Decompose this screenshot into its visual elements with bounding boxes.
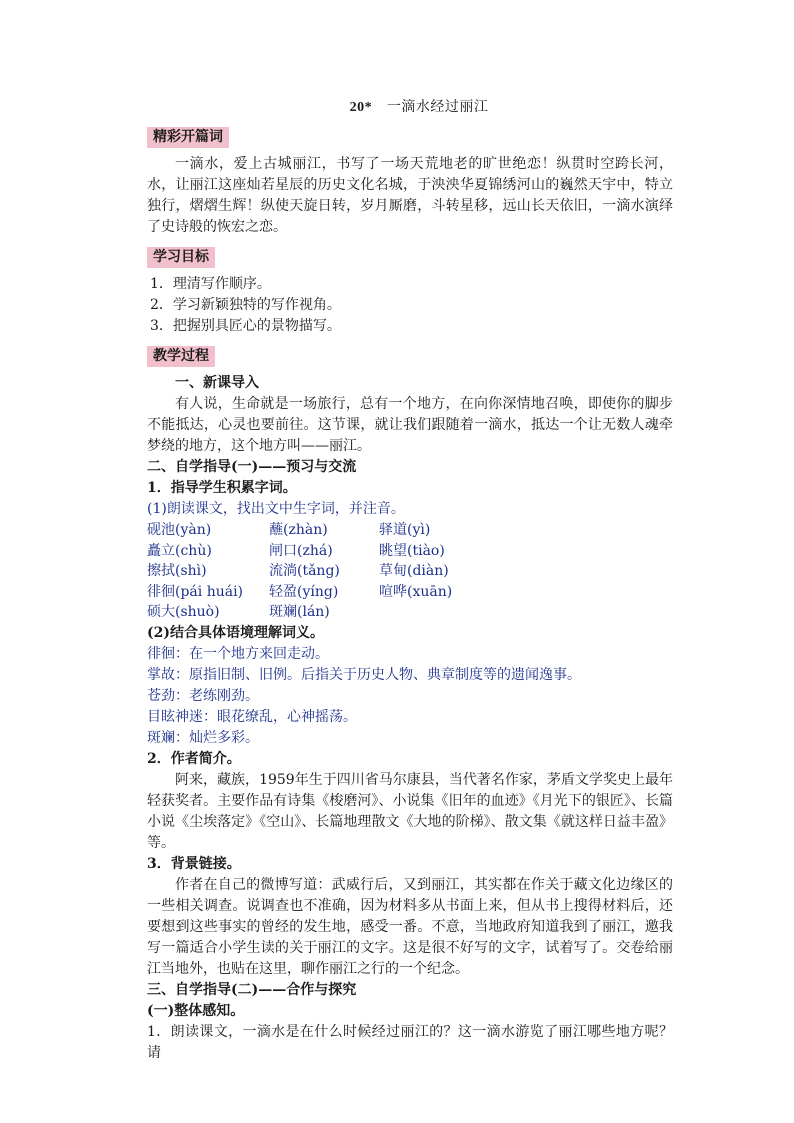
heading-vocab: 1．指导学生积累字词。 bbox=[147, 480, 297, 496]
vocab-word: 流淌(tǎng) bbox=[269, 563, 340, 579]
section-tag-process: 教学过程 bbox=[147, 346, 215, 367]
goal-item: 3．把握别具匠心的景物描写。 bbox=[150, 318, 341, 334]
section-tag-goals: 学习目标 bbox=[147, 247, 215, 268]
heading-background: 3．背景链接。 bbox=[147, 855, 241, 872]
intro-paragraph: 有人说，生命就是一场旅行，总有一个地方，在向你深情地召唤，即使你的脚步不能抵达，心灵也要前往。这节课，就让我们跟随着一滴水，抵达一个让无数人魂牵梦绕的地方，这个地方叫——丽江。 bbox=[147, 396, 673, 454]
vocab-word: 轻盈(yíng) bbox=[269, 583, 339, 600]
lesson-name: 一滴水经过丽江 bbox=[386, 99, 489, 115]
goal-item: 2．学习新颖独特的写作视角。 bbox=[150, 297, 341, 313]
vocab-word: 徘徊(pái huái) bbox=[147, 583, 244, 600]
vocab-word: 硕大(shuò) bbox=[147, 604, 220, 620]
definition-item: 目眩神迷：眼花缭乱，心神摇荡。 bbox=[147, 708, 357, 725]
lesson-number: 20* bbox=[349, 100, 373, 115]
heading-self-study-1: 二、自学指导(一)——预习与交流 bbox=[147, 459, 357, 475]
vocab-word: 蘸(zhàn) bbox=[269, 522, 328, 538]
definition-item: 苍劲：老练刚劲。 bbox=[147, 687, 259, 704]
question-1: 1．朗读课文，一滴水是在什么时候经过丽江的？这一滴水游览了丽江哪些地方呢？请 bbox=[147, 1023, 673, 1061]
background-paragraph: 作者在自己的微博写道：武威行后，又到丽江，其实都在作关于藏文化边缘区的一些相关调查。说调查也不准确，因为材料多从书面上来，但从书上搜得材料后，还要想到这些事实的曾经的发生地，感受一番。不意，当地政府知道我到了丽江，邀我写一篇适合小学生读的关于丽江的文字。这是很不好写的文字，试着写了。交卷给丽江当地外，也贴在这里，聊作丽江之行的一个纪念。 bbox=[147, 876, 673, 977]
vocab-word: 擦拭(shì) bbox=[147, 563, 207, 579]
heading-author: 2．作者简介。 bbox=[147, 750, 241, 767]
vocab-word: 喧哗(xuān) bbox=[379, 583, 453, 600]
definition-item: 掌故：原指旧制、旧例。后指关于历史人物、典章制度等的遗闻逸事。 bbox=[147, 666, 581, 683]
author-paragraph: 阿来，藏族，1959年生于四川省马尔康县，当代著名作家，茅盾文学奖史上最年轻获奖者。主要作品有诗集《梭磨河》、小说集《旧年的血迹》《月光下的银匠》、长篇小说《尘埃落定》《空山》、长篇地理散文《大地的阶梯》、散文集《就这样日益丰盈》等。 bbox=[147, 771, 673, 851]
section-tag-open: 精彩开篇词 bbox=[147, 127, 229, 148]
vocab-word: 闸口(zhá) bbox=[269, 542, 333, 559]
vocab-word: 斑斓(lán) bbox=[269, 604, 330, 620]
vocab-word: 眺望(tiào) bbox=[379, 542, 445, 559]
definition-item: 徘徊：在一个地方来回走动。 bbox=[147, 645, 329, 662]
definitions-list bbox=[147, 644, 673, 749]
heading-new-lesson: 一、新课导入 bbox=[175, 375, 259, 391]
lesson-title bbox=[165, 96, 673, 116]
goal-item: 1．理清写作顺序。 bbox=[150, 276, 271, 292]
document-page bbox=[147, 96, 673, 1064]
heading-self-study-2: 三、自学指导(二)——合作与探究 bbox=[147, 981, 357, 998]
vocab-grid bbox=[147, 520, 673, 623]
definition-item: 斑斓：灿烂多彩。 bbox=[147, 729, 259, 746]
heading-word-meaning: (2)结合具体语境理解词义。 bbox=[147, 624, 324, 641]
opening-paragraph: 一滴水，爱上古城丽江，书写了一场天荒地老的旷世绝恋！纵贯时空跨长河，水，让丽江这座灿若星辰的历史文化名城，于泱泱华夏锦绣河山的巍然天宇中，特立独行，熠熠生辉！纵使天旋日转，岁月厮磨，斗转星移，远山长天依旧，一滴水演绎了史诗般的恢宏之恋。 bbox=[147, 156, 673, 235]
heading-overall: (一)整体感知。 bbox=[147, 1002, 245, 1019]
goals-list bbox=[147, 274, 673, 337]
vocab-word: 矗立(chù) bbox=[147, 542, 212, 559]
vocab-word: 草甸(diàn) bbox=[379, 563, 449, 579]
vocab-word bbox=[379, 602, 509, 623]
vocab-word: 砚池(yàn) bbox=[147, 522, 212, 538]
vocab-instruction: (1)朗读课文，找出文中生字词，并注音。 bbox=[147, 501, 405, 517]
vocab-word: 驿道(yì) bbox=[379, 522, 431, 538]
